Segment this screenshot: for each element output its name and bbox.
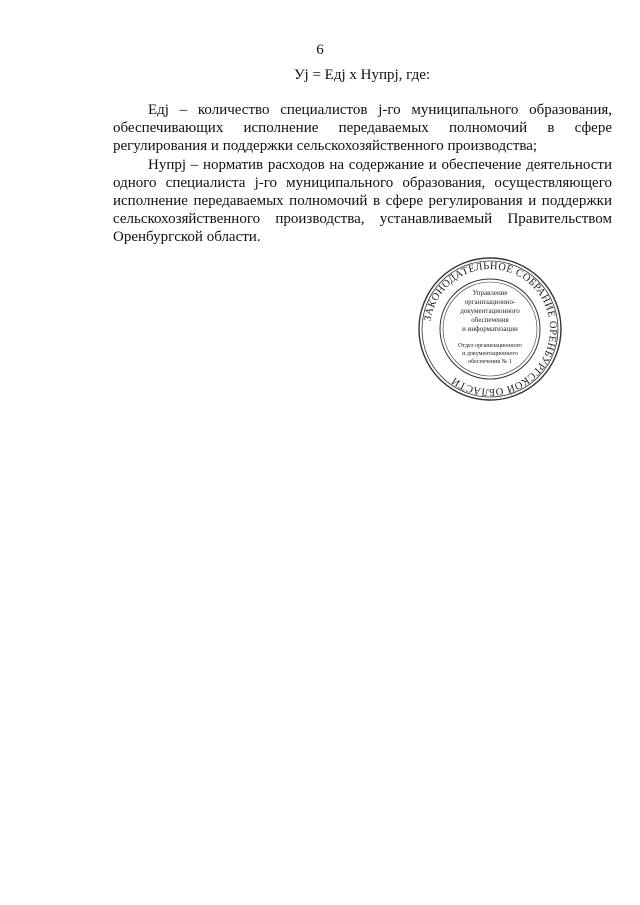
seal-inner-text [458, 289, 522, 365]
svg-text:и документационного: и документационного [462, 351, 518, 357]
official-seal [415, 254, 565, 404]
svg-text:и информатизации: и информатизации [462, 325, 518, 333]
svg-text:Отдел организационного: Отдел организационного [458, 343, 522, 349]
definition-paragraph: Едj – количество специалистов j-го муниципального образования, обеспечивающих исполнение передаваемых полномочий в сфере регулирования и поддержки сельскохозяйственного производства; [113, 102, 612, 155]
formula: Уj = Едj х Нупрj, где: [293, 67, 431, 83]
seal-outer-text: ЗАКОНОДАТЕЛЬНОЕ СОБРАНИЕ ОРЕНБУРГСКОЙ ОБЛАСТИ [422, 260, 559, 398]
svg-text:Управление: Управление [472, 289, 508, 297]
definition-paragraph: Нупрj – норматив расходов на содержание и обеспечение деятельности одного специалиста j-го муниципального образования, осуществляющего исполнение передаваемых полномочий в сфере регулирования и поддержки сельскохозяйственного производства, устанавливаемый Правительством Оренбургской области. [113, 156, 612, 246]
svg-text:обеспечения № 1: обеспечения № 1 [468, 359, 512, 365]
seal-graphic [415, 254, 565, 404]
svg-text:организационно-: организационно- [464, 298, 516, 306]
svg-text:документационного: документационного [460, 307, 520, 315]
svg-text:обеспечения: обеспечения [471, 316, 509, 324]
page-number: 6 [316, 42, 324, 58]
definitions [113, 101, 612, 247]
